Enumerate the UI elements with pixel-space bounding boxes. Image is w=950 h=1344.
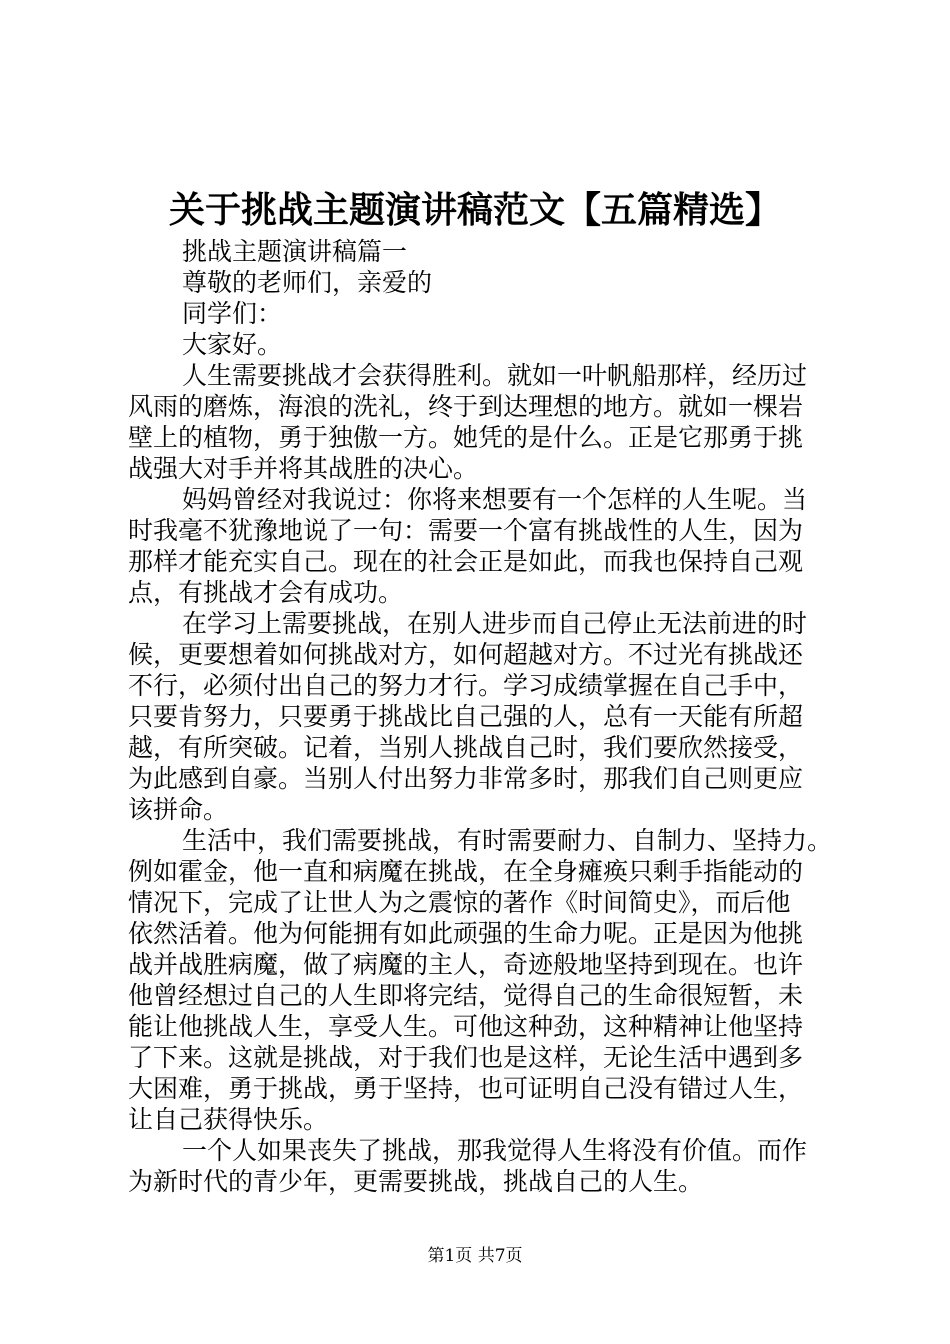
text-line: 只要肯努力，只要勇于挑战比自己强的人，总有一天能有所超 (128, 702, 804, 731)
document-body (128, 236, 848, 1197)
text-line: 战强大对手并将其战胜的决心。 (128, 454, 479, 483)
text-line: 能让他挑战人生，享受人生。可他这种劲，这种精神让他坚持 (128, 1012, 804, 1041)
text-line: 越，有所突破。记着，当别人挑战自己时，我们要欣然接受， (128, 733, 804, 762)
text-line: 情况下，完成了让世人为之震惊的著作《时间简史》，而后他 (128, 888, 791, 917)
text-line: 一个人如果丧失了挑战，那我觉得人生将没有价值。而作 (182, 1136, 808, 1165)
text-line: 战并战胜病魔，做了病魔的主人，奇迹般地坚持到现在。也许 (128, 950, 804, 979)
text-line: 例如霍金，他一直和病魔在挑战，在全身瘫痪只剩手指能动的 (128, 857, 804, 886)
text-line: 尊敬的老师们，亲爱的 (182, 268, 433, 297)
text-line: 那样才能充实自己。现在的社会正是如此，而我也保持自己观 (128, 547, 804, 576)
text-line: 人生需要挑战才会获得胜利。就如一叶帆船那样，经历过 (182, 361, 808, 390)
text-line: 大困难，勇于挑战，勇于坚持，也可证明自己没有错过人生， (128, 1074, 804, 1103)
text-line: 让自己获得快乐。 (128, 1105, 329, 1134)
text-line: 生活中，我们需要挑战，有时需要耐力、自制力、坚持力。 (182, 826, 833, 855)
text-line: 时我毫不犹豫地说了一句：需要一个富有挑战性的人生，因为 (128, 516, 804, 545)
text-line: 不行，必须付出自己的努力才行。学习成绩掌握在自己手中， (128, 671, 804, 700)
text-line: 风雨的磨炼，海浪的洗礼，终于到达理想的地方。就如一棵岩 (128, 392, 804, 421)
text-line: 为新时代的青少年，更需要挑战，挑战自己的人生。 (128, 1167, 704, 1196)
text-line: 同学们： (182, 299, 283, 328)
document-title: 关于挑战主题演讲稿范文【五篇精选】 (168, 189, 781, 231)
text-line: 依然活着。他为何能拥有如此顽强的生命力呢。正是因为他挑 (128, 919, 804, 948)
text-line: 壁上的植物，勇于独傲一方。她凭的是什么。正是它那勇于挑 (128, 423, 804, 452)
text-line: 他曾经想过自己的人生即将完结，觉得自己的生命很短暂，未 (128, 981, 804, 1010)
text-line: 在学习上需要挑战，在别人进步而自己停止无法前进的时 (182, 609, 808, 638)
text-line: 为此感到自豪。当别人付出努力非常多时，那我们自己则更应 (128, 764, 804, 793)
text-line: 候，更要想着如何挑战对方，如何超越对方。不过光有挑战还 (128, 640, 804, 669)
text-line: 该拼命。 (128, 795, 229, 824)
text-line: 了下来。这就是挑战，对于我们也是这样，无论生活中遇到多 (128, 1043, 804, 1072)
text-line: 点，有挑战才会有成功。 (128, 578, 404, 607)
text-line: 挑战主题演讲稿篇一 (182, 237, 408, 266)
page-footer: 第1页 共7页 (427, 1246, 523, 1266)
text-line: 大家好。 (182, 330, 283, 359)
text-line: 妈妈曾经对我说过：你将来想要有一个怎样的人生呢。当 (182, 485, 808, 514)
